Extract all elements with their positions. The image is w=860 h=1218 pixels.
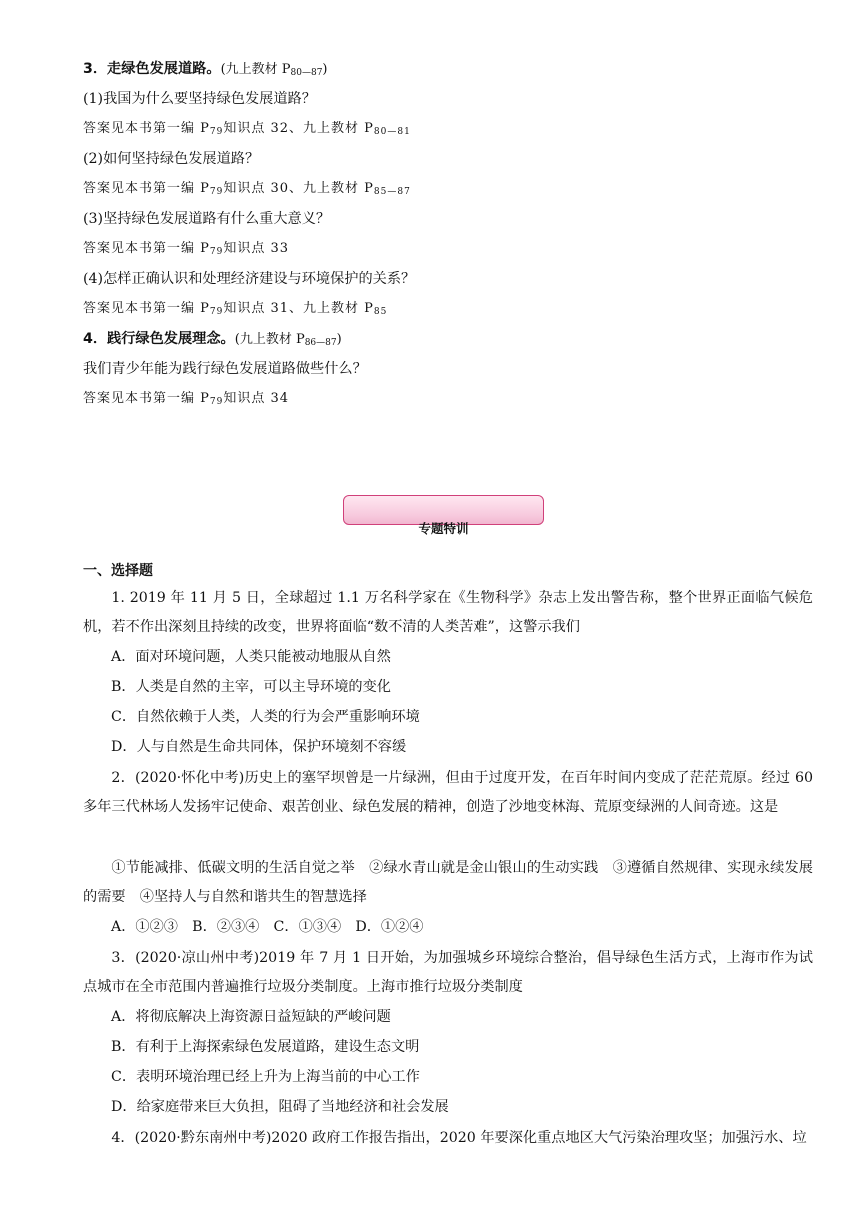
q3-item2-question: (2)如何坚持绿色发展道路？ [83, 151, 260, 167]
question-1-option-d: D．人与自然是生命共同体，保护环境刻不容缓 [111, 739, 407, 755]
answer-page2: 85—87 [373, 187, 411, 197]
q3-title: 3．走绿色发展道路。 [83, 61, 221, 77]
q3-item2-answer [83, 179, 411, 199]
q3-ref [221, 62, 328, 77]
question-2-statements: ①节能减排、低碳文明的生活自觉之举 ②绿水青山就是金山银山的生动实践 ③遵循自然规律、实现永续发展的需要 ④坚持人与自然和谐共生的智慧选择 [83, 860, 813, 905]
q3-ref-pages: 80—87 [290, 68, 323, 78]
answer-mid: 知识点 33 [223, 241, 290, 256]
answer-page: 79 [209, 397, 224, 407]
q4-ref-pages: 86—87 [304, 338, 337, 348]
question-4-stem: 4．(2020·黔东南州中考)2020 政府工作报告指出，2020 年要深化重点地区大气污染治理攻坚；加强污水、垃 [111, 1130, 807, 1146]
q3-item1-question: (1)我国为什么要坚持绿色发展道路？ [83, 91, 316, 107]
question-1-option-b: B．人类是自然的主宰，可以主导环境的变化 [111, 679, 391, 695]
answer-page: 79 [209, 307, 224, 317]
question-1-option-a: A．面对环境问题，人类只能被动地服从自然 [111, 649, 391, 665]
q4-ref [235, 332, 342, 347]
question-3-option-c: C．表明环境治理已经上升为上海当前的中心工作 [111, 1069, 420, 1085]
question-3-option-b: B．有利于上海探索绿色发展道路，建设生态文明 [111, 1039, 420, 1055]
question-1-option-c: C．自然依赖于人类，人类的行为会严重影响环境 [111, 709, 420, 725]
section-heading: 一、选择题 [83, 563, 153, 579]
question-2-choices: A．①②③ B．②③④ C．①③④ D．①②④ [111, 919, 424, 935]
q3-item3-question: (3)坚持绿色发展道路有什么重大意义？ [83, 211, 331, 227]
answer-prefix: 答案见本书第一编 P [83, 241, 210, 256]
q3-item3-answer [83, 239, 289, 259]
answer-page2: 85 [373, 307, 388, 317]
q3-item4-question: (4)怎样正确认识和处理经济建设与环境保护的关系？ [83, 271, 416, 287]
q3-ref-close: ) [322, 62, 328, 77]
q4-answer [83, 389, 289, 409]
answer-page: 79 [209, 247, 224, 257]
answer-mid: 知识点 31、九上教材 P [223, 301, 374, 316]
q4-heading [83, 329, 342, 350]
answer-mid: 知识点 34 [223, 391, 290, 406]
answer-prefix: 答案见本书第一编 P [83, 121, 210, 136]
q4-ref-open: (九上教材 P [234, 332, 305, 347]
question-3-stem: 3．(2020·凉山州中考)2019 年 7 月 1 日开始，为加强城乡环境综合整治，倡导绿色生活方式，上海市作为试点城市在全市范围内普遍推行垃圾分类制度。上海市推行垃圾分类制度 [83, 950, 813, 995]
q3-heading [83, 59, 328, 80]
question-3-option-a: A．将彻底解决上海资源日益短缺的严峻问题 [111, 1009, 391, 1025]
q3-item1-answer [83, 119, 411, 139]
q4-title: 4．践行绿色发展理念。 [83, 331, 235, 347]
answer-mid: 知识点 32、九上教材 P [223, 121, 374, 136]
q4-ref-close: ) [336, 332, 342, 347]
answer-page2: 80—81 [373, 127, 411, 137]
question-2-stem: 2．(2020·怀化中考)历史上的塞罕坝曾是一片绿洲，但由于过度开发，在百年时间内变成了茫茫荒原。经过 60 多年三代林场人发扬牢记使命、艰苦创业、绿色发展的精神，创造了沙地变林海、荒原变绿洲的人间奇迹。这是 [83, 770, 813, 815]
answer-prefix: 答案见本书第一编 P [83, 391, 210, 406]
q4-question: 我们青少年能为践行绿色发展道路做些什么？ [83, 361, 367, 377]
answer-page: 79 [209, 187, 224, 197]
answer-prefix: 答案见本书第一编 P [83, 181, 210, 196]
question-1-stem: 1. 2019 年 11 月 5 日，全球超过 1.1 万名科学家在《生物科学》杂志上发出警告称，整个世界正面临气候危机，若不作出深刻且持续的改变，世界将面临“数不清的人类苦难”，这警示我们 [83, 590, 813, 635]
section-banner-title: 专题特训 [418, 521, 469, 536]
answer-mid: 知识点 30、九上教材 P [223, 181, 374, 196]
answer-prefix: 答案见本书第一编 P [83, 301, 210, 316]
answer-page: 79 [209, 127, 224, 137]
q3-item4-answer [83, 299, 387, 319]
question-3-option-d: D．给家庭带来巨大负担，阻碍了当地经济和社会发展 [111, 1099, 449, 1115]
q3-ref-open: (九上教材 P [220, 62, 291, 77]
